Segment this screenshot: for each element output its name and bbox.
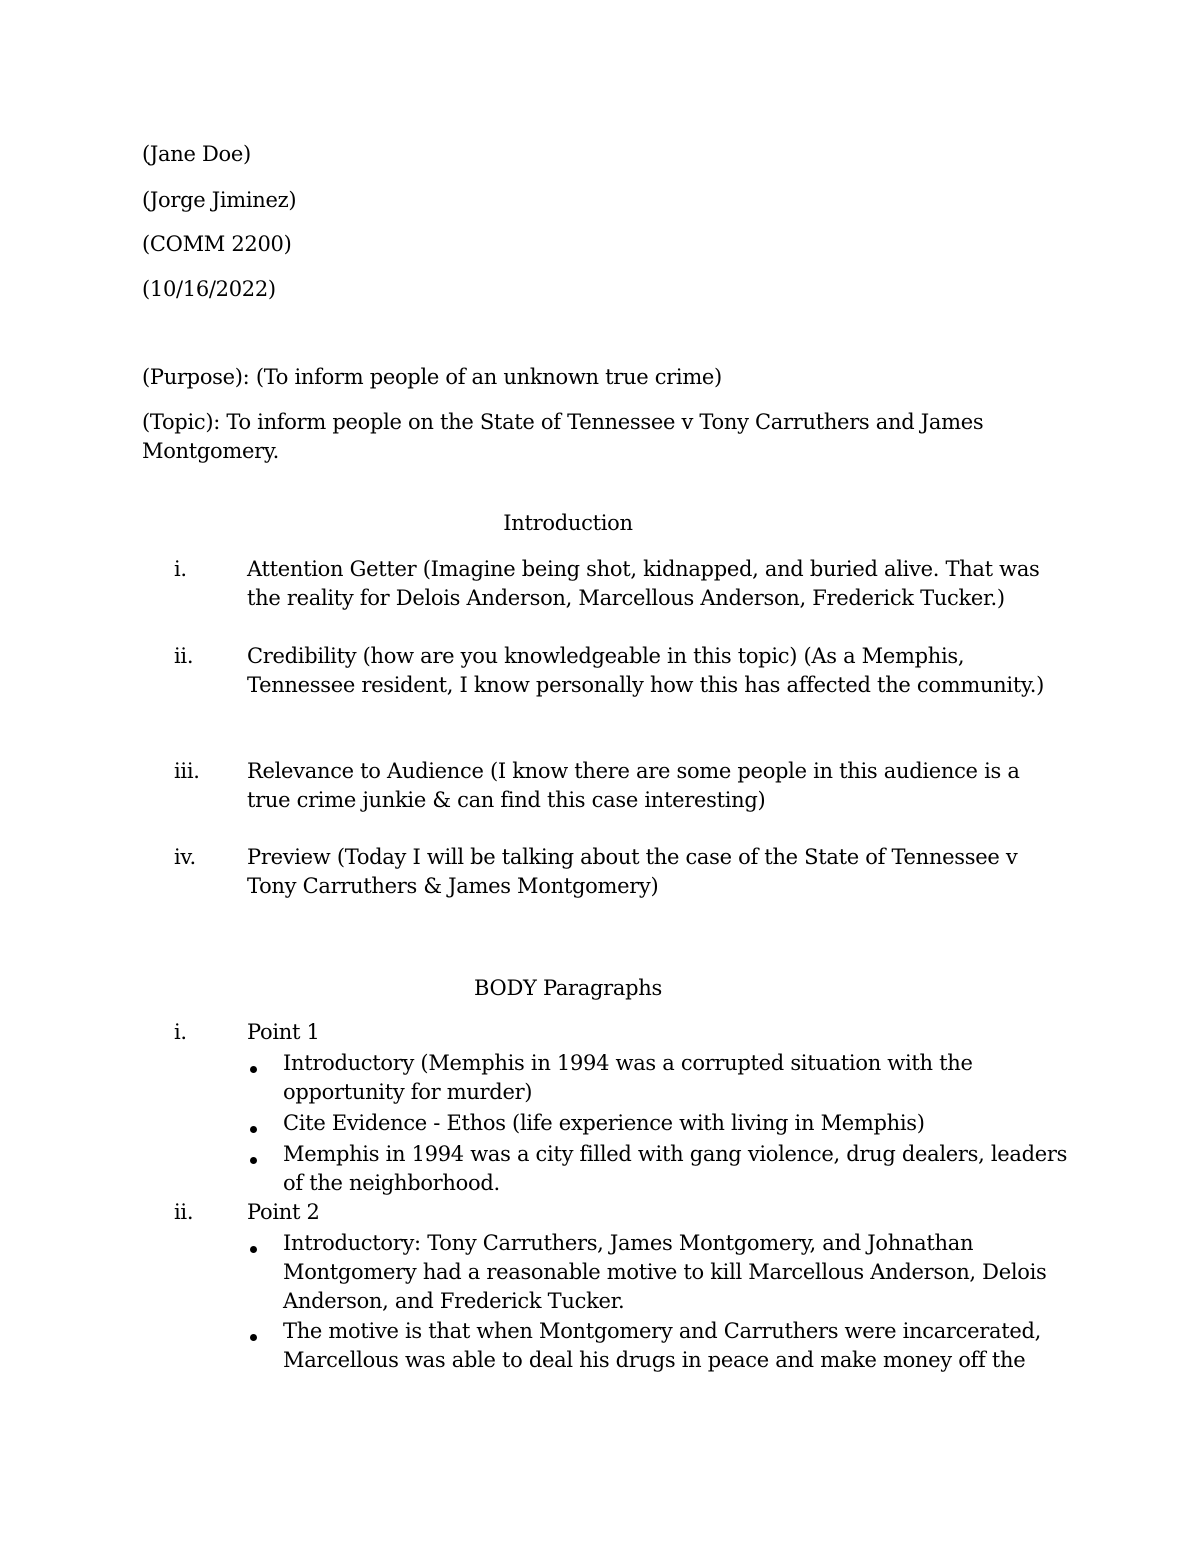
body-point-1-bullet: Memphis in 1994 was a city filled with gang violence, drug dealers, leaders of the neighborhood. <box>283 1142 1068 1195</box>
bullet-icon <box>250 1246 257 1253</box>
body-point-2-bullet: Introductory: Tony Carruthers, James Montgomery, and Johnathan Montgomery had a reasonable motive to kill Marcellous Anderson, Delois Anderson, and Frederick Tucker. <box>283 1231 1047 1313</box>
introduction-heading: Introduction <box>503 511 633 535</box>
document-date: (10/16/2022) <box>142 277 276 301</box>
intro-item-numeral: iii. <box>174 759 200 783</box>
body-heading: BODY Paragraphs <box>474 976 662 1000</box>
intro-item-preview: Preview (Today I will be talking about the case of the State of Tennessee v Tony Carruthers & James Montgomery) <box>247 845 1018 898</box>
body-point-2-bullet: The motive is that when Montgomery and Carruthers were incarcerated, Marcellous was able to deal his drugs in peace and make money off the <box>283 1319 1041 1372</box>
topic-statement: (Topic): To inform people on the State of Tennessee v Tony Carruthers and James Montgomery. <box>142 410 984 463</box>
body-point-title: Point 1 <box>247 1020 320 1044</box>
body-point-numeral: i. <box>174 1020 187 1044</box>
intro-item-numeral: iv. <box>174 845 196 869</box>
instructor-name: (Jorge Jiminez) <box>142 188 297 212</box>
bullet-icon <box>250 1066 257 1073</box>
bullet-icon <box>250 1157 257 1164</box>
intro-item-numeral: ii. <box>174 644 194 668</box>
student-name: (Jane Doe) <box>142 142 251 166</box>
intro-item-numeral: i. <box>174 557 187 581</box>
purpose-statement: (Purpose): (To inform people of an unknown true crime) <box>142 365 722 389</box>
bullet-icon <box>250 1334 257 1341</box>
body-point-1-bullet: Cite Evidence - Ethos (life experience with living in Memphis) <box>283 1111 925 1135</box>
body-point-1-bullet: Introductory (Memphis in 1994 was a corrupted situation with the opportunity for murder) <box>283 1051 973 1104</box>
intro-item-relevance: Relevance to Audience (I know there are some people in this audience is a true crime junkie & can find this case interesting) <box>247 759 1020 812</box>
body-point-numeral: ii. <box>174 1200 194 1224</box>
intro-item-credibility: Credibility (how are you knowledgeable in this topic) (As a Memphis, Tennessee resident, I know personally how this has affected the community.) <box>247 644 1045 697</box>
bullet-icon <box>250 1126 257 1133</box>
intro-item-attention-getter: Attention Getter (Imagine being shot, kidnapped, and buried alive. That was the reality for Delois Anderson, Marcellous Anderson, Frederick Tucker.) <box>247 557 1040 610</box>
body-point-title: Point 2 <box>247 1200 320 1224</box>
course-code: (COMM 2200) <box>142 232 292 256</box>
